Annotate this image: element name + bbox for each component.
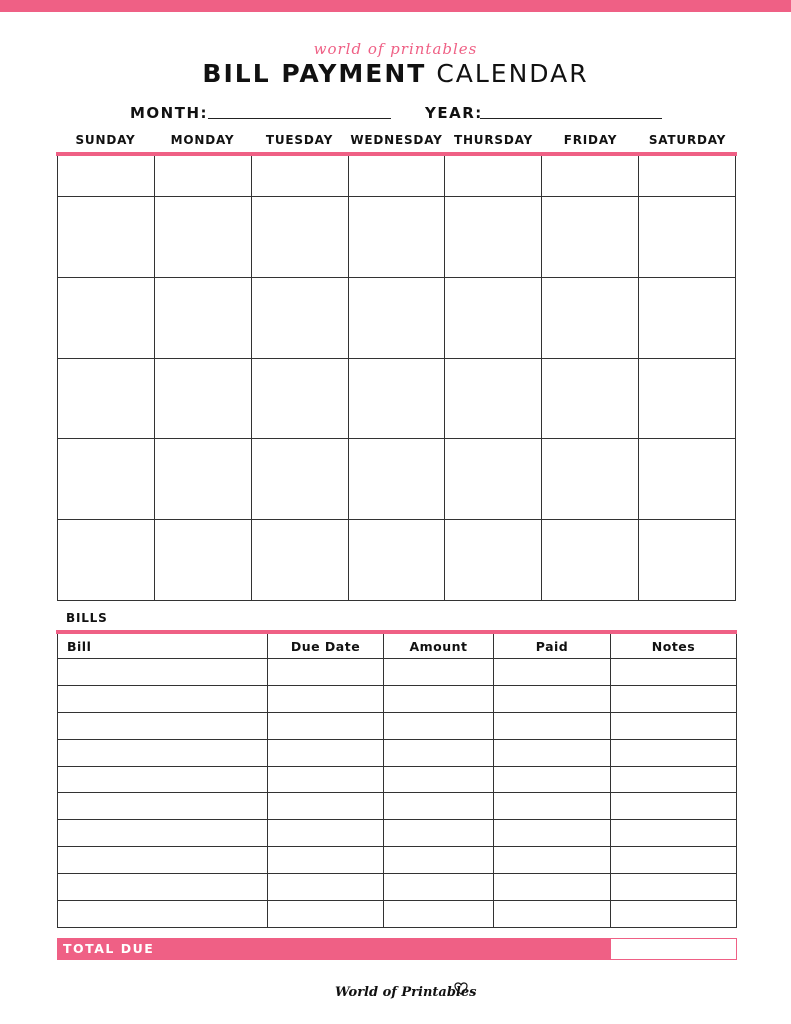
calendar-week — [58, 358, 736, 439]
day-cell[interactable] — [639, 156, 736, 196]
calendar-week — [58, 277, 736, 358]
notes-cell[interactable] — [611, 685, 737, 712]
due-date-cell[interactable] — [268, 659, 384, 686]
day-cell[interactable] — [58, 156, 155, 196]
bill-row — [58, 847, 737, 874]
amount-cell[interactable] — [384, 793, 494, 820]
paid-cell[interactable] — [494, 659, 611, 686]
day-cell[interactable] — [639, 358, 736, 439]
paid-cell[interactable] — [494, 712, 611, 739]
year-field[interactable] — [480, 118, 662, 119]
bills-section-label: BILLS — [66, 611, 108, 625]
bill-cell[interactable] — [58, 847, 268, 874]
day-monday: MONDAY — [170, 133, 235, 147]
bill-cell[interactable] — [58, 766, 268, 793]
amount-cell[interactable] — [384, 712, 494, 739]
notes-cell[interactable] — [611, 793, 737, 820]
day-cell[interactable] — [639, 277, 736, 358]
year-label: YEAR: — [425, 104, 483, 122]
day-cell[interactable] — [251, 439, 348, 520]
paid-cell[interactable] — [494, 739, 611, 766]
day-cell[interactable] — [251, 520, 348, 601]
day-cell[interactable] — [154, 196, 251, 277]
day-cell[interactable] — [445, 439, 542, 520]
bill-row — [58, 820, 737, 847]
due-date-cell[interactable] — [268, 847, 384, 874]
day-cell[interactable] — [542, 439, 639, 520]
amount-cell[interactable] — [384, 659, 494, 686]
top-accent-bar — [0, 0, 791, 12]
amount-cell[interactable] — [384, 766, 494, 793]
day-cell[interactable] — [251, 358, 348, 439]
day-cell[interactable] — [154, 439, 251, 520]
due-date-cell[interactable] — [268, 820, 384, 847]
day-cell[interactable] — [251, 156, 348, 196]
notes-cell[interactable] — [611, 766, 737, 793]
day-cell[interactable] — [251, 277, 348, 358]
due-date-cell[interactable] — [268, 739, 384, 766]
day-cell[interactable] — [58, 277, 155, 358]
day-cell[interactable] — [639, 439, 736, 520]
day-cell[interactable] — [154, 520, 251, 601]
paid-cell[interactable] — [494, 874, 611, 901]
day-cell[interactable] — [154, 156, 251, 196]
calendar-grid — [57, 156, 736, 601]
month-label: MONTH: — [130, 104, 209, 122]
day-cell[interactable] — [445, 520, 542, 601]
weekday-header — [57, 133, 736, 147]
due-date-cell[interactable] — [268, 901, 384, 928]
bill-row — [58, 874, 737, 901]
day-cell[interactable] — [58, 439, 155, 520]
notes-cell[interactable] — [611, 874, 737, 901]
calendar-week — [58, 520, 736, 601]
day-sunday: SUNDAY — [75, 133, 136, 147]
bill-cell[interactable] — [58, 793, 268, 820]
day-cell[interactable] — [445, 156, 542, 196]
day-cell[interactable] — [348, 156, 445, 196]
col-due-date: Due Date — [268, 634, 384, 659]
bill-row — [58, 793, 737, 820]
bill-cell[interactable] — [58, 901, 268, 928]
notes-cell[interactable] — [611, 820, 737, 847]
bill-cell[interactable] — [58, 685, 268, 712]
day-cell[interactable] — [542, 277, 639, 358]
title-bold: BILL PAYMENT — [202, 59, 427, 88]
day-cell[interactable] — [348, 439, 445, 520]
bill-cell[interactable] — [58, 739, 268, 766]
col-amount: Amount — [384, 634, 494, 659]
paid-cell[interactable] — [494, 766, 611, 793]
amount-cell[interactable] — [384, 847, 494, 874]
due-date-cell[interactable] — [268, 685, 384, 712]
day-cell[interactable] — [348, 196, 445, 277]
day-cell[interactable] — [348, 277, 445, 358]
due-date-cell[interactable] — [268, 766, 384, 793]
bill-row — [58, 901, 737, 928]
day-cell[interactable] — [445, 358, 542, 439]
bill-row — [58, 685, 737, 712]
title-light: CALENDAR — [436, 59, 589, 88]
day-thursday: THURSDAY — [453, 133, 534, 147]
bills-header-row — [58, 634, 737, 659]
day-cell[interactable] — [542, 196, 639, 277]
heart-icon — [454, 982, 468, 995]
amount-cell[interactable] — [384, 685, 494, 712]
day-cell[interactable] — [445, 277, 542, 358]
brand-script-logo: world of printables — [313, 40, 478, 58]
calendar-week — [58, 439, 736, 520]
bill-cell[interactable] — [58, 820, 268, 847]
calendar-week — [58, 196, 736, 277]
day-friday: FRIDAY — [563, 133, 618, 147]
paid-cell[interactable] — [494, 901, 611, 928]
notes-cell[interactable] — [611, 659, 737, 686]
due-date-cell[interactable] — [268, 874, 384, 901]
bill-cell[interactable] — [58, 659, 268, 686]
day-cell[interactable] — [154, 277, 251, 358]
bill-row — [58, 659, 737, 686]
paid-cell[interactable] — [494, 793, 611, 820]
paid-cell[interactable] — [494, 685, 611, 712]
day-cell[interactable] — [58, 358, 155, 439]
amount-cell[interactable] — [384, 874, 494, 901]
day-cell[interactable] — [348, 358, 445, 439]
notes-cell[interactable] — [611, 901, 737, 928]
amount-cell[interactable] — [384, 901, 494, 928]
month-field[interactable] — [208, 118, 391, 119]
notes-cell[interactable] — [611, 739, 737, 766]
day-cell[interactable] — [154, 358, 251, 439]
day-tuesday: TUESDAY — [265, 133, 334, 147]
day-cell[interactable] — [58, 196, 155, 277]
bill-row — [58, 739, 737, 766]
day-cell[interactable] — [639, 196, 736, 277]
day-cell[interactable] — [542, 156, 639, 196]
bill-cell[interactable] — [58, 874, 268, 901]
day-cell[interactable] — [251, 196, 348, 277]
day-saturday: SATURDAY — [648, 133, 727, 147]
notes-cell[interactable] — [611, 712, 737, 739]
total-due-field[interactable] — [610, 938, 737, 960]
col-bill: Bill — [58, 634, 268, 659]
bill-cell[interactable] — [58, 712, 268, 739]
bills-table — [57, 634, 737, 928]
amount-cell[interactable] — [384, 739, 494, 766]
total-due-label: TOTAL DUE — [57, 938, 610, 960]
due-date-cell[interactable] — [268, 712, 384, 739]
day-cell[interactable] — [542, 520, 639, 601]
day-cell[interactable] — [58, 520, 155, 601]
col-notes: Notes — [611, 634, 737, 659]
day-cell[interactable] — [445, 196, 542, 277]
day-cell[interactable] — [542, 358, 639, 439]
page-title — [0, 58, 791, 90]
day-cell[interactable] — [639, 520, 736, 601]
paid-cell[interactable] — [494, 847, 611, 874]
col-paid: Paid — [494, 634, 611, 659]
due-date-cell[interactable] — [268, 793, 384, 820]
notes-cell[interactable] — [611, 847, 737, 874]
footer-brand-logo: World of Printables — [335, 985, 477, 1000]
calendar-week — [58, 156, 736, 196]
bill-row — [58, 766, 737, 793]
day-wednesday: WEDNESDAY — [350, 133, 443, 147]
paid-cell[interactable] — [494, 820, 611, 847]
bill-row — [58, 712, 737, 739]
amount-cell[interactable] — [384, 820, 494, 847]
day-cell[interactable] — [348, 520, 445, 601]
